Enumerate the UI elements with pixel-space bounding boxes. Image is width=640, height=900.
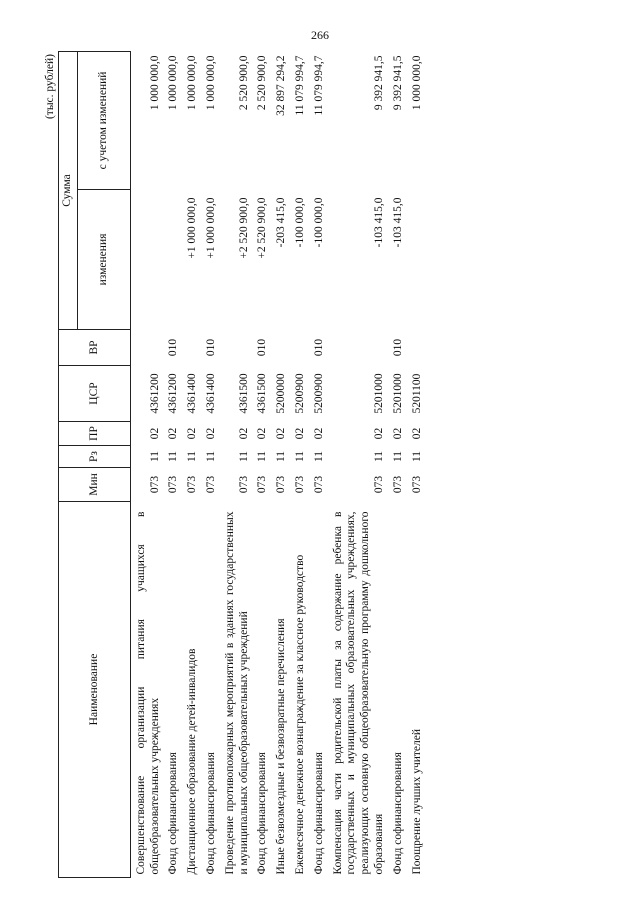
row-name: Компенсация части родительской платы за содержание ребенка в государственных и муниципальных образовательных учреждениях, реализующих основную общеобразовательную программу дошкольного образования (331, 511, 385, 875)
row-name: Фонд софинансирования (204, 752, 217, 875)
row-rz: 11 (204, 450, 217, 463)
row-min: 073 (293, 475, 306, 494)
row-vr (328, 330, 388, 366)
table-row (388, 51, 407, 877)
row-pr: 02 (293, 427, 306, 440)
row-name: Фонд софинансирования (312, 752, 325, 875)
row-pr: 02 (275, 427, 288, 440)
row-vr (220, 330, 253, 366)
row-total: 11 079 994,7 (312, 55, 325, 116)
row-pr: 02 (312, 427, 325, 440)
row-rz: 11 (410, 450, 423, 463)
row-name: Иные безвозмездные и безвозвратные перечисления (275, 618, 288, 875)
row-vr (290, 330, 309, 366)
row-min: 073 (275, 475, 288, 494)
row-total: 1 000 000,0 (204, 55, 217, 111)
header-pr: ПР (59, 422, 131, 446)
row-min: 073 (312, 475, 325, 494)
row-change: +1 000 000,0 (186, 197, 199, 259)
row-rz: 11 (391, 450, 404, 463)
table-row (130, 51, 163, 877)
row-name: Ежемесячное денежное вознаграждение за классное руководство (293, 554, 306, 875)
row-change: +2 520 900,0 (256, 197, 269, 259)
row-rz: 11 (275, 450, 288, 463)
row-name: Проведение противопожарных мероприятий в зданиях государственных и муниципальных общеобразовательных учреждений (223, 511, 250, 875)
row-csr: 5200000 (275, 373, 288, 414)
budget-table (58, 51, 425, 878)
row-change: -103 415,0 (372, 197, 385, 248)
row-vr (182, 330, 201, 366)
row-csr: 5200900 (293, 373, 306, 414)
row-csr: 4361500 (256, 373, 269, 414)
table-row (407, 51, 426, 877)
header-summa: Сумма (59, 51, 78, 329)
row-csr: 4361500 (237, 373, 250, 414)
header-vr: ВР (59, 330, 131, 366)
row-pr: 02 (410, 427, 423, 440)
row-vr (271, 330, 290, 366)
row-pr: 02 (204, 427, 217, 440)
row-rz: 11 (186, 450, 199, 463)
units-label: (тыс. рублей) (44, 54, 56, 120)
row-min: 073 (237, 475, 250, 494)
row-pr: 02 (186, 427, 199, 440)
header-changes: изменения (77, 190, 130, 330)
row-name: Фонд софинансирования (391, 752, 404, 875)
row-vr: 010 (167, 338, 180, 357)
table-row (328, 51, 388, 877)
row-change: +2 520 900,0 (237, 197, 250, 259)
row-rz: 11 (148, 450, 161, 463)
row-name: Совершенствование организации питания учащихся в общеобразовательных учреждениях (134, 511, 161, 875)
row-pr: 02 (391, 427, 404, 440)
table-row (220, 51, 253, 877)
row-vr: 010 (312, 338, 325, 357)
row-total: 2 520 900,0 (256, 55, 269, 111)
row-change (407, 190, 426, 330)
row-vr (407, 330, 426, 366)
row-change: -203 415,0 (275, 197, 288, 248)
row-min: 073 (410, 475, 423, 494)
row-pr: 02 (167, 427, 180, 440)
row-change: -100 000,0 (312, 197, 325, 248)
row-total: 9 392 941,5 (372, 55, 385, 111)
table-row (309, 51, 328, 877)
row-csr: 5201000 (372, 373, 385, 414)
header-with-changes: с учетом изменений (77, 51, 130, 189)
row-total: 1 000 000,0 (410, 55, 423, 111)
table-row (290, 51, 309, 877)
row-vr: 010 (204, 338, 217, 357)
row-csr: 5200900 (312, 373, 325, 414)
header-name: Наименование (59, 502, 131, 878)
table-row (182, 51, 201, 877)
row-total: 11 079 994,7 (293, 55, 306, 116)
row-total: 1 000 000,0 (148, 55, 161, 111)
row-total: 32 897 294,2 (275, 55, 288, 116)
row-csr: 5201000 (391, 373, 404, 414)
row-change (163, 190, 182, 330)
row-min: 073 (167, 475, 180, 494)
row-csr: 4361200 (167, 373, 180, 414)
row-pr: 02 (372, 427, 385, 440)
row-csr: 5201100 (410, 373, 423, 414)
table-row (252, 51, 271, 877)
row-change: -103 415,0 (391, 197, 404, 248)
row-name: Фонд софинансирования (256, 752, 269, 875)
row-csr: 4361400 (186, 373, 199, 414)
row-rz: 11 (372, 450, 385, 463)
page-number: 266 (311, 28, 329, 42)
row-name: Дистанционное образование детей-инвалидов (186, 648, 199, 875)
row-total: 9 392 941,5 (391, 55, 404, 111)
row-vr: 010 (256, 338, 269, 357)
table-row (163, 51, 182, 877)
header-rz: Рз (59, 446, 131, 468)
table-row (271, 51, 290, 877)
row-rz: 11 (312, 450, 325, 463)
row-change: -100 000,0 (293, 197, 306, 248)
row-min: 073 (256, 475, 269, 494)
row-csr: 4361400 (204, 373, 217, 414)
row-total: 2 520 900,0 (237, 55, 250, 111)
row-total: 1 000 000,0 (186, 55, 199, 111)
row-name: Поощрение лучших учителей (410, 728, 423, 875)
row-pr: 02 (148, 427, 161, 440)
row-csr: 4361200 (148, 373, 161, 414)
header-csr: ЦСР (59, 366, 131, 422)
row-rz: 11 (256, 450, 269, 463)
row-vr: 010 (391, 338, 404, 357)
row-min: 073 (186, 475, 199, 494)
row-change: +1 000 000,0 (204, 197, 217, 259)
header-min: Мин (59, 468, 131, 502)
row-min: 073 (391, 475, 404, 494)
row-name: Фонд софинансирования (167, 752, 180, 875)
budget-table-sheet (40, 52, 608, 878)
row-rz: 11 (237, 450, 250, 463)
row-change (130, 190, 163, 330)
row-rz: 11 (293, 450, 306, 463)
row-min: 073 (372, 475, 385, 494)
row-pr: 02 (237, 427, 250, 440)
row-min: 073 (204, 475, 217, 494)
row-vr (130, 330, 163, 366)
row-rz: 11 (167, 450, 180, 463)
table-row (201, 51, 220, 877)
row-min: 073 (148, 475, 161, 494)
row-total: 1 000 000,0 (167, 55, 180, 111)
row-pr: 02 (256, 427, 269, 440)
